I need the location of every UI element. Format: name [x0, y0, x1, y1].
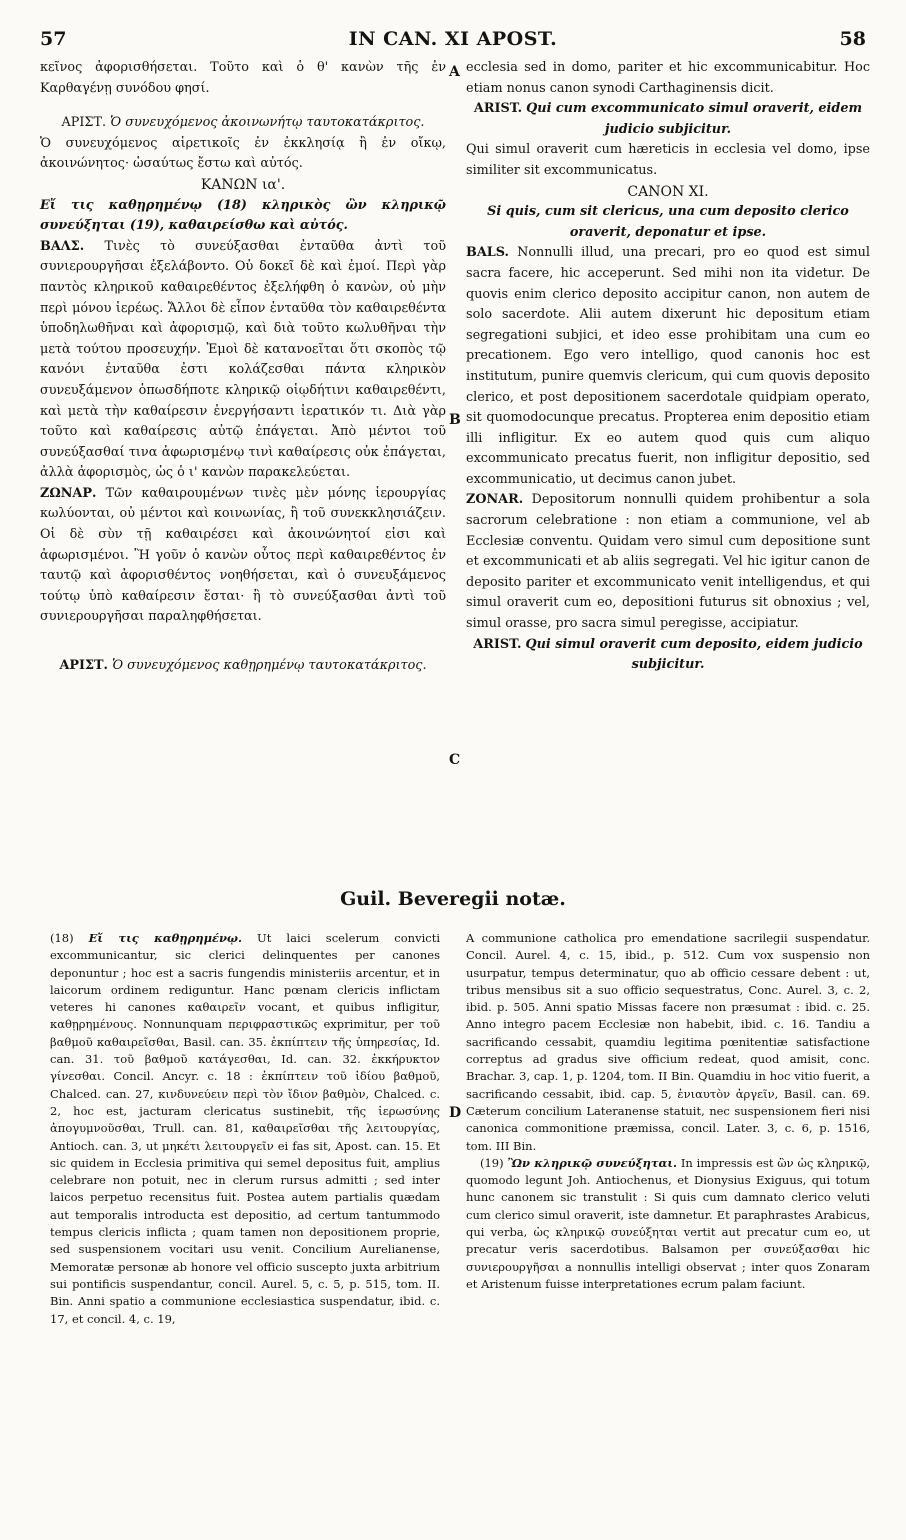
latin-column	[466, 58, 870, 676]
notes-right-column	[466, 930, 870, 1293]
latin-canon-text: Si quis, cum sit clericus, una cum deposito clerico oraverit, deponatur et ipse.	[487, 204, 849, 240]
notes-left-column	[50, 930, 440, 1328]
latin-arist-text: Qui cum excommunicato simul oraverit, eidem judicio subjicitur.	[526, 101, 863, 137]
latin-arist2-label: ARIST.	[473, 636, 522, 652]
greek-intro: κεῖνος ἀφορισθήσεται. Τοῦτο καὶ ὁ θ' κανὼν τῆς ἐν Καρθαγένῃ συνόδου φησί.	[40, 60, 446, 96]
note-19-number: (19)	[480, 1155, 504, 1170]
notes-title: Guil. Beveregii notæ.	[340, 888, 566, 910]
latin-bals-label: BALS.	[466, 245, 509, 261]
greek-canon-text: Εἴ τις καθῃρημένῳ (18) κληρικὸς ὢν κληρικῷ συνεύξηται (19), καθαιρείσθω καὶ αὐτός.	[40, 197, 446, 234]
greek-arist-text: Ὁ συνευχόμενος ἀκοινωνήτῳ ταυτοκατάκριτος.	[110, 115, 425, 131]
note-18-continuation: A communione catholica pro emendatione sacrilegii suspendatur. Concil. Aurel. 4, c. 15, ibid., p. 512. Cum vox suspensio non usurpatur, tempus determinatur, quo ab officio cessare debent : ut, tribus mensibus sit a suo officio sequestratus, Conc. Aurel. 3, c. 2, ibid. p. 505. Anni spatio Missas facere non præsumat : ibid. c. 25. Anno integro pacem Ecclesiæ non habebit, ibid. c. 16. Tandiu a sacrificando cessabit, quamdiu legitima pœnitentiæ satisfactione correptus ad gradus sive officium redeat, quod amisit, conc. Brachar. 3, cap. 1, p. 1204, tom. II Bin. Quamdiu in hoc vitio fuerit, a sacrificando cessabit, ibid. cap. 5, ἐνιαυτὸν ἀργεῖν, Basil. can. 69. Cæterum concilium Lateranense statuit, nec suspensionem fieri nisi canonica commonitione præmissa, concil. Later. 3, c. 6, p. 1516, tom. III Bin.	[466, 931, 870, 1153]
running-header	[40, 28, 866, 56]
page-number-right: 58	[839, 28, 866, 50]
latin-bals-paragraph	[466, 243, 870, 490]
greek-arist-body: Ὁ συνευχόμενος αἱρετικοῖς ἐν ἐκκλησίᾳ ἢ ἐν οἴκῳ, ἀκοινώνητος· ὡσαύτως ἔστω καὶ αὐτός.	[40, 135, 446, 172]
greek-arist2-label: ΑΡΙΣΤ.	[59, 658, 109, 674]
greek-bals-text: Τινὲς τὸ συνεύξασθαι ἐνταῦθα ἀντὶ τοῦ συνιερουργῆσαι ἐξελάβοντο. Οὐ δοκεῖ δὲ καὶ ἐμοί. Περὶ γὰρ παντὸς κληρικοῦ καθαιρεθέντος ἐξελήφθη ὁ κανὼν, οὐ μὴν περὶ μόνου ἱερέως. Ἄλλοι δὲ εἶπον ἐνταῦθα τὸν καθαιρεθέντα ὑποδηλωθῆναι καὶ ἀφορισμῷ, καὶ διὰ τοῦτο κωλυθῆναι τὴν μετὰ τούτου προσευχήν. Ἐμοὶ δὲ κατανοεῖται ὅτι σκοπὸς τῷ κανόνι ἐνταῦθα ἐστι κολάζεσθαι πάντα κληρικὸν συνευξάμενον ὁπωσδήποτε κληρικῷ οἱῳδήτινι καθαιρεθέντι, καὶ μετὰ τὴν καθαίρεσιν ἐνεργήσαντι ἱερατικόν τι. Διὰ γὰρ τοῦτο καὶ καθαίρεσις αὐτῷ ἐπάγεται. Ἀπὸ μέντοι τοῦ συνεύξασθαί τινα ἀφωρισμένῳ τινὶ καθαίρεσις οὐκ ἐπάγεται, ἀλλὰ ἀφορισμὸς, ὡς ὁ ι' κανὼν παρακελεύεται.	[40, 238, 446, 481]
greek-arist2	[40, 656, 446, 677]
greek-bals-paragraph	[40, 237, 446, 484]
margin-letter-d: D	[449, 1105, 462, 1121]
latin-zonar-label: ZONAR.	[466, 492, 524, 508]
latin-bals-text: Nonnulli illud, una precari, pro eo quod est simul sacra facere, hic acceperunt. Sed mihi non ita videtur. De quovis enim clerico deposito accipitur canon, non autem de solo sacerdote. Alii autem dixerunt hic depositum etiam segregationi subjici, et ideo esse prohibitam una cum eo precationem. Ego vero intelligo, quod canonis hoc est institutum, punire quemvis clericum, qui cum quovis deposito clerico, et post depositionem sacerdotale quidpiam operato, sit quomodocunque precatus. Propterea enim depositio etiam illi infligitur. Ex eo autem quod quis cum aliquo excommunicato precatus fuerit, non infligitur depositio, sed excommunicatio, ut decimus canon jubet.	[466, 245, 870, 487]
running-title: IN CAN. XI APOST.	[348, 28, 558, 50]
margin-letter-a: A	[449, 64, 460, 80]
note-19	[466, 1155, 870, 1293]
greek-canon-title: ΚΑΝΩΝ ια'.	[200, 176, 286, 193]
page-number-left: 57	[40, 28, 67, 50]
note-18-text: Ut laici scelerum convicti excommunicantur, sic clerici delinquentes per canones deponuntur ; hoc est a sacris fungendis ministeriis arcentur, et in laicorum ordinem rediguntur. Hanc pœnam clericis inflictam veteres hi canones καθαιρεῖν vocant, et quibus infligitur, καθῃρημένους. Nonnunquam περιφραστικῶς exprimitur, per τοῦ βαθμοῦ καθαιρεῖσθαι, Basil. can. 35. ἐκπίπτειν τῆς ὑπηρεσίας, Id. can. 31. τοῦ βαθμοῦ κατάγεσθαι, Id. can. 32. ἐκκήρυκτον γίνεσθαι. Concil. Ancyr. c. 18 : ἐκπίπτειν τοῦ ἰδίου βαθμοῦ, Chalced. can. 27, κινδυνεύειν περὶ τὸν ἴδιον βαθμὸν, Chalced. c. 2, hoc est, jacturam clericatus sustinebit, τῆς ἱερωσύνης ἀπογυμνοῦσθαι, Trull. can. 81, καθαιρεῖσθαι τῆς λειτουργίας, Antioch. can. 3, ut μηκέτι λειτουργεῖν ei fas sit, Apost. can. 15. Et sic quidem in Ecclesia primitiva qui semel depositus fuit, amplius celebrare non potuit, nec in clerum rursus admitti ; sed inter laicos perpetuo recensitus fuit. Postea autem partialis quædam aut temporalis introducta est depositio, ad certum tantummodo tempus clericis inflicta ; quam tamen non depositionem proprie, sed suspensionem vocitari usu venit. Concilium Aurelianense, Memoratæ personæ ab honore vel officio suscepto juxta arbitrium sui pontificis suspendantur, concil. Aurel. 5, c. 5, p. 515, tom. II. Bin. Anni spatio a communione ecclesiastica suspendatur, ibid. c. 17, et concil. 4, c. 19,	[50, 931, 440, 1326]
latin-canon-title: CANON XI.	[627, 183, 709, 200]
greek-arist-label: ΑΡΙΣΤ.	[61, 115, 107, 131]
latin-arist2-text: Qui simul oraverit cum deposito, eidem judicio subjicitur.	[525, 636, 863, 673]
greek-zonar-paragraph	[40, 484, 446, 628]
note-18-lemma: Εἴ τις καθῃρημένῳ.	[88, 931, 242, 945]
greek-arist2-text: Ὁ συνευχόμενος καθῃρημένῳ ταυτοκατάκριτος.	[112, 658, 427, 674]
latin-arist-label: ARIST.	[473, 101, 523, 117]
note-19-text: In impressis est ὢν ὡς κληρικῷ, quomodo legunt Joh. Antiochenus, et Dionysius Exiguus, qui totum hunc canonem sic transtulit : Si quis cum damnato clerico veluti cum clerico simul oraverit, iste damnetur. Et paraphrastes Arabicus, qui verba, ὡς κληρικῷ συνεύξηται vertit aut precatur cum eo, ut precatur veris sacerdotibus. Balsamon per συνεύξασθαι hic συνιερουργῆσαι a nonnullis intelligi observat ; inter quos Zonaram et Aristenum fuisse interpretationes ecrum palam faciunt.	[466, 1155, 871, 1291]
greek-bals-label: ΒΑΛΣ.	[40, 238, 85, 254]
greek-arist-heading	[40, 113, 446, 134]
greek-zonar-text: Τῶν καθαιρουμένων τινὲς μὲν μόνης ἱερουργίας κωλύονται, οὐ μέντοι καὶ κοινωνίας, ἢ τοῦ συνεκκλησιάζειν. Οἱ δὲ σὺν τῇ καθαιρέσει καὶ ἀκοινώνητοί εἰσι καὶ ἀφωρισμένοι. Ἢ γοῦν ὁ κανὼν οὗτος περὶ καθαιρεθέντος ἐν ταυτῷ καὶ ἀφορισθέντος νοηθήσεται, καὶ ὁ συνευξάμενος τούτῳ ὑπὸ καθαίρεσιν ἔσται· ἢ τὸ συνεύξασθαι ἀντὶ τοῦ συνιερουργῆσαι παραληφθήσεται.	[40, 485, 446, 625]
latin-arist2	[466, 635, 870, 676]
latin-arist-heading	[466, 99, 870, 140]
latin-zonar-text: Depositorum nonnulli quidem prohibentur a sola sacrorum celebratione : non etiam a communione, vel ab Ecclesiæ conventu. Quidam vero simul cum depositione sunt et excommunicati et ab aliis segregati. Vel hic igitur canon de deposito pariter et excommunicato venit intelligendus, et qui simul oraverit cum eo, depositioni futurus sit obnoxius ; vel, simul orasse, pro sacra simul peregisse, accipiatur.	[466, 492, 870, 632]
greek-column	[40, 58, 446, 677]
latin-arist-body: Qui simul oraverit cum hæreticis in ecclesia vel domo, ipse similiter sit excommunicatus.	[466, 142, 870, 178]
note-18-number: (18)	[50, 931, 74, 945]
greek-zonar-label: ΖΩΝΑΡ.	[40, 485, 97, 501]
latin-zonar-paragraph	[466, 490, 870, 634]
note-18	[50, 930, 440, 1328]
margin-letter-b: B	[449, 412, 461, 428]
margin-letter-c: C	[449, 752, 461, 768]
note-19-lemma: Ὢν κληρικῷ συνεύξηται.	[507, 1155, 677, 1170]
latin-intro: ecclesia sed in domo, pariter et hic excommunicabitur. Hoc etiam nonus canon synodi Carthaginensis dicit.	[466, 60, 870, 96]
